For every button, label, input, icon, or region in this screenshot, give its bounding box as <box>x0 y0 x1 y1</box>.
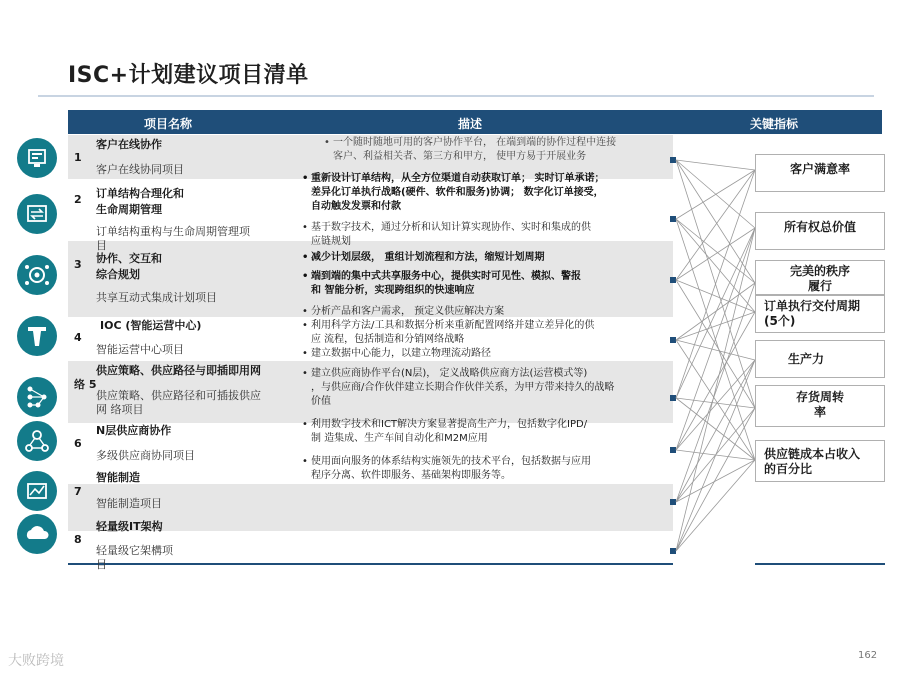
row-number-4: 4 <box>74 331 82 344</box>
kpi-supply-chain-cost: 供应链成本占收入 的百分比 <box>755 440 885 482</box>
row-number-6: 6 <box>74 437 82 450</box>
footer-logo: 大败跨境 <box>8 653 64 669</box>
project-name-2: 订单结构合理化和 生命周期管理 <box>96 187 184 216</box>
project-sub-3: 共享互动式集成计划项目 <box>96 291 217 304</box>
page-number: 162 <box>858 650 878 661</box>
kpi-inventory-turnover: 存货周转 率 <box>755 385 885 427</box>
project-sub-2: 订单结构重构与生命周期管理项 目 <box>96 225 250 252</box>
row-number-5: 络 5 <box>74 378 97 391</box>
project-sub-5: 供应策略、供应路径和可插拔供应 网 络项目 <box>96 389 261 416</box>
description-9: • 建立供应商协作平台(N层)， 定义战略供应商方法(运营模式等) ，与供应商/合作伙伴建立长期合作伙伴关系，为甲方带来持久的战略 价值 <box>302 368 615 407</box>
project-name-8: 轻量级IT架构 <box>96 520 163 533</box>
project-sub-4: 智能运营中心项目 <box>96 343 184 356</box>
header-project-name: 项目名称 <box>144 117 193 131</box>
project-sub-8: 轻量级它架構项 目 <box>96 544 173 571</box>
project-sub-6: 多级供应商协同项目 <box>96 449 195 462</box>
project-sub-1: 客户在线协同项目 <box>96 163 184 176</box>
description-11: • 使用面向服务的体系结构实施领先的技术平台，包括数据与应用 程序分离、软件即服务、基础架构即服务等。 <box>302 456 591 481</box>
row-number-1: 1 <box>74 151 82 164</box>
description-7: • 利用科学方法/工具和数据分析来重新配置网络并建立差异化的供 应 流程，包括制造和分销网络战略 <box>302 320 595 345</box>
project-name-1: 客户在线协作 <box>96 138 162 151</box>
description-4: • 减少计划层级， 重组计划流程和方法，缩短计划周期 <box>302 252 545 263</box>
project-name-3: 协作、交互和 综合规划 <box>96 252 162 281</box>
description-10: • 利用数字技术和ICT解决方案显著提高生产力，包括数字化IPD/ 制 造集成、生产车间自动化和M2M应用 <box>302 419 588 444</box>
description-5: • 端到端的集中式共享服务中心，提供实时可见性、模拟、警报 和 智能分析，实现跨组织的快速响应 <box>302 271 581 296</box>
header-description: 描述 <box>458 117 483 131</box>
description-1: • 一个随时随地可用的客户协作平台， 在端到端的协作过程中连接 客户、利益相关者、第三方和甲方， 使甲方易于开展业务 <box>324 137 617 162</box>
header-kpi: 关键指标 <box>750 117 799 131</box>
row-number-7: 7 <box>74 485 82 498</box>
project-name-7: 智能制造 <box>96 471 140 484</box>
kpi-productivity: 生产力 <box>755 340 885 378</box>
kpi-order-cycle-time: 订单执行交付周期 (5个) <box>755 295 885 333</box>
kpi-customer-satisfaction: 客户满意率 <box>755 154 885 192</box>
row-number-2: 2 <box>74 193 82 206</box>
kpi-total-value-ownership: 所有权总价值 <box>755 212 885 250</box>
kpi-perfect-order-fulfillment: 完美的秩序 履行 <box>755 260 885 295</box>
project-name-6: N层供应商协作 <box>96 424 172 437</box>
description-6: • 分析产品和客户需求， 预定义供应解决方案 <box>302 306 505 317</box>
page-title: ISC+计划建议项目清单 <box>68 63 309 88</box>
description-3: • 基于数字技术，通过分析和认知计算实现协作、实时和集成的供 应链规划 <box>302 222 591 247</box>
project-name-4: IOC (智能运营中心) <box>100 319 202 332</box>
description-8: • 建立数据中心能力，以建立物理流动路径 <box>302 348 491 359</box>
description-2: • 重新设计订单结构，从全方位渠道自动获取订单； 实时订单承诺； 差异化订单执行战略(硬件、软件和服务)协调； 数字化订单接受， 自动触发发票和付款 <box>302 173 605 212</box>
project-name-5: 供应策略、供应路径与即插即用网 <box>96 364 261 377</box>
project-sub-7: 智能制造项目 <box>96 497 162 510</box>
row-number-3: 3 <box>74 258 82 271</box>
row-number-8: 8 <box>74 533 82 546</box>
